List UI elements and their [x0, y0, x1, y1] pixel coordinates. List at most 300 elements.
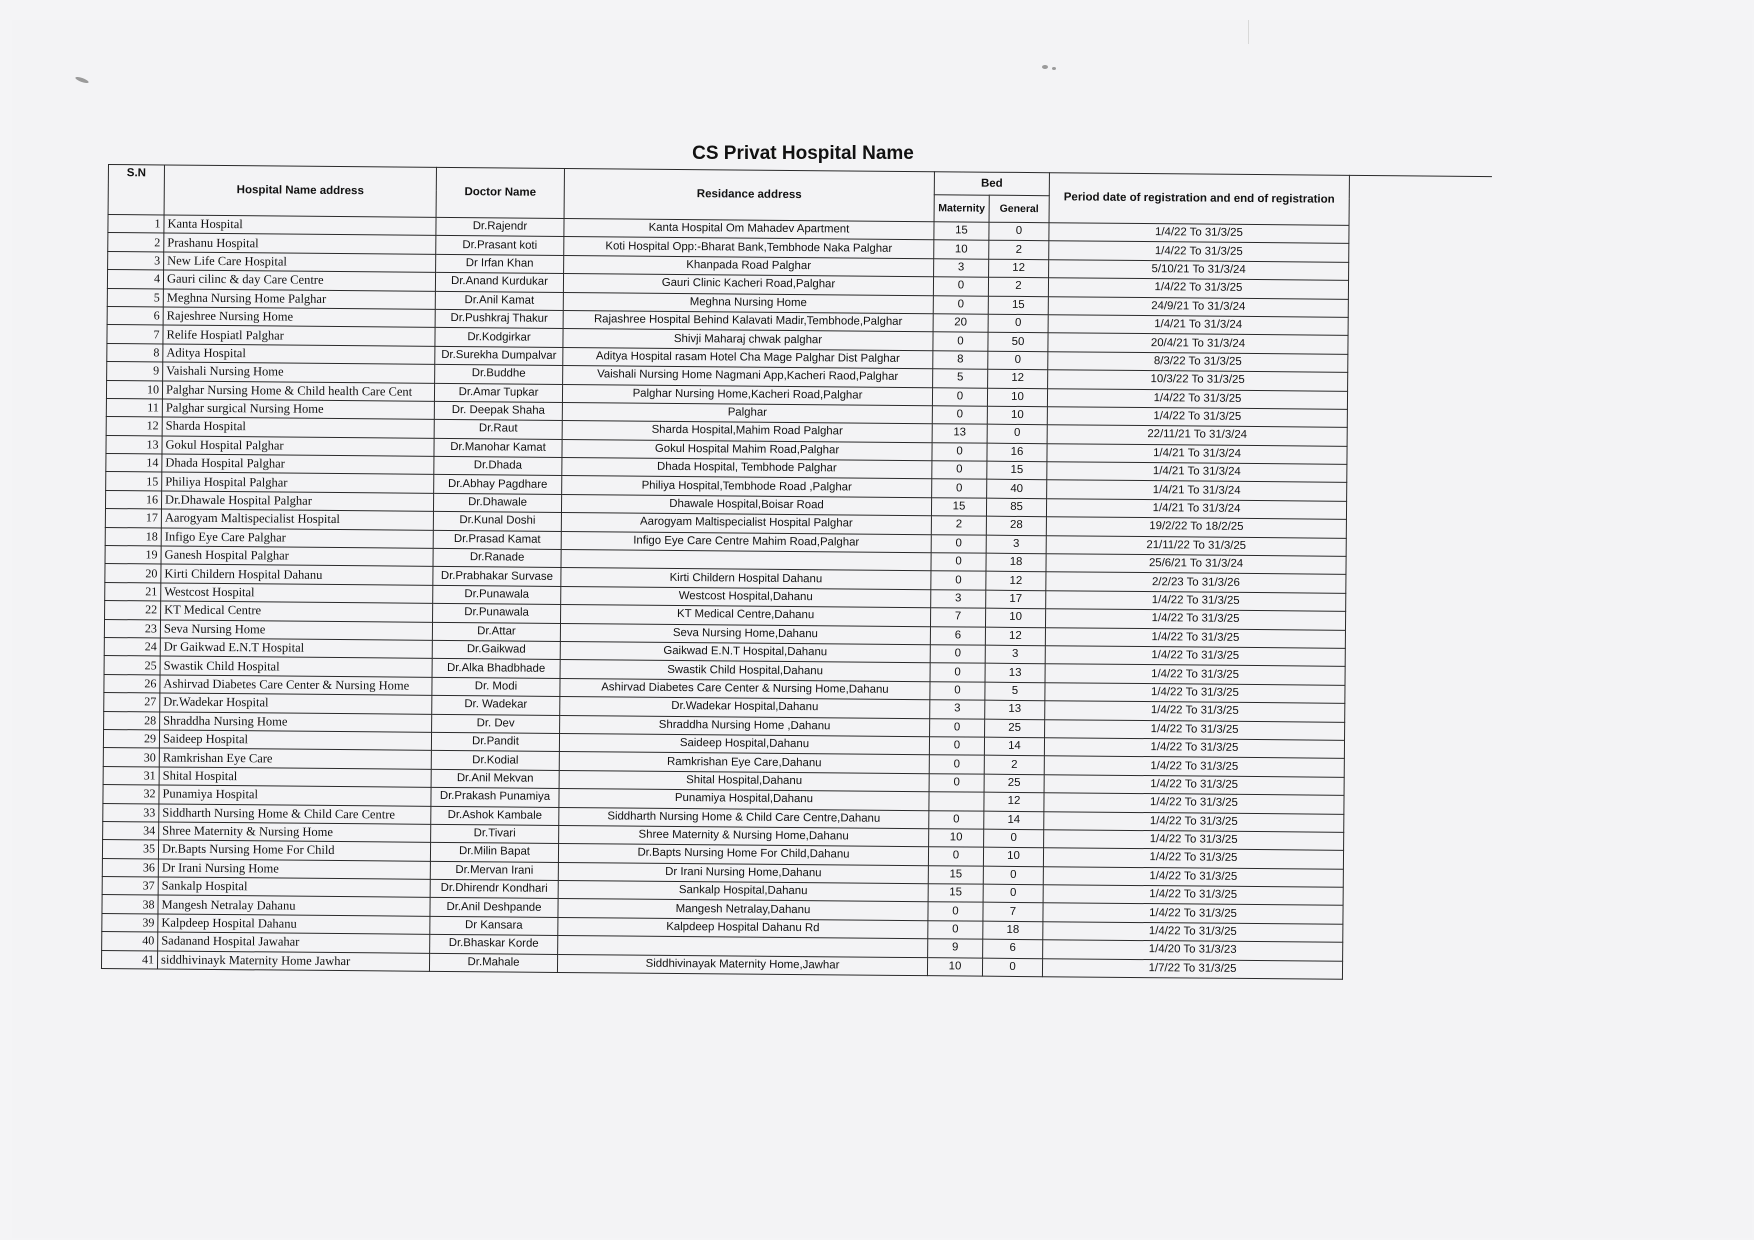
row-general-cell: 18 — [986, 553, 1046, 572]
row-general-cell: 5 — [985, 682, 1045, 701]
row-doctor-cell: Dr.Kodial — [431, 751, 559, 771]
row-period-cell: 1/4/22 To 31/3/25 — [1046, 591, 1346, 612]
row-blank-cell — [1345, 667, 1487, 687]
row-period-cell: 5/10/21 To 31/3/24 — [1049, 259, 1349, 280]
row-sn-cell: 15 — [106, 472, 162, 491]
row-period-cell: 19/2/22 To 18/2/25 — [1046, 517, 1346, 538]
row-maternity-cell: 13 — [932, 424, 987, 443]
row-doctor-cell: Dr.Raut — [434, 420, 562, 440]
row-sn-cell: 30 — [103, 748, 159, 767]
row-general-cell: 0 — [982, 958, 1042, 977]
row-maternity-cell: 8 — [933, 350, 988, 369]
header-general: General — [989, 195, 1049, 223]
row-residence-cell: Rajashree Hospital Behind Kalavati Madir,Tembhode,Palghar — [563, 310, 933, 332]
row-sn-cell: 37 — [102, 877, 158, 896]
row-blank-cell — [1343, 924, 1485, 944]
row-hospital-cell: Vaishali Nursing Home — [163, 362, 435, 383]
row-doctor-cell: Dr.Bhaskar Korde — [430, 935, 558, 955]
row-sn-cell: 10 — [106, 380, 162, 399]
row-hospital-cell: Philiya Hospital Palghar — [162, 472, 434, 493]
row-period-cell: 1/4/22 To 31/3/25 — [1047, 388, 1347, 409]
row-maternity-cell: 15 — [928, 884, 983, 903]
row-sn-cell: 21 — [105, 582, 161, 601]
row-doctor-cell: Dr.Dhada — [434, 456, 562, 476]
row-maternity-cell: 0 — [928, 921, 983, 940]
header-residence: Residance address — [564, 168, 934, 221]
row-maternity-cell: 0 — [931, 553, 986, 572]
row-sn-cell: 25 — [104, 656, 160, 675]
row-doctor-cell: Dr.Tivari — [431, 824, 559, 844]
row-doctor-cell: Dr Kansara — [430, 916, 558, 936]
row-general-cell: 0 — [983, 884, 1043, 903]
row-general-cell: 12 — [986, 572, 1046, 591]
row-sn-cell: 14 — [106, 454, 162, 473]
row-residence-cell: Punamiya Hospital,Dahanu — [559, 789, 929, 811]
row-doctor-cell: Dr.Manohar Kamat — [434, 438, 562, 458]
row-sn-cell: 23 — [104, 619, 160, 638]
row-general-cell: 28 — [986, 516, 1046, 535]
row-blank-cell — [1348, 281, 1490, 301]
hospital-registry-sheet — [101, 164, 1491, 981]
row-general-cell: 0 — [983, 866, 1043, 885]
row-residence-cell: Mangesh Netralay,Dahanu — [558, 899, 928, 921]
row-maternity-cell: 15 — [928, 865, 983, 884]
row-maternity-cell: 0 — [928, 847, 983, 866]
row-general-cell: 14 — [984, 737, 1044, 756]
row-doctor-cell: Dr.Anil Deshpande — [430, 898, 558, 918]
row-blank-cell — [1345, 612, 1487, 632]
row-hospital-cell: Ganesh Hospital Palghar — [161, 546, 433, 567]
row-residence-cell: Gokul Hospital Mahim Road,Palghar — [562, 439, 932, 461]
row-doctor-cell: Dr.Dhirendr Kondhari — [430, 879, 558, 899]
row-hospital-cell: Prashanu Hospital — [164, 233, 436, 254]
row-period-cell: 1/4/22 To 31/3/25 — [1049, 241, 1349, 262]
row-general-cell: 14 — [984, 811, 1044, 830]
row-maternity-cell: 0 — [930, 663, 985, 682]
row-residence-cell: Kanta Hospital Om Mahadev Apartment — [564, 218, 934, 240]
row-doctor-cell: Dr.Mervan Irani — [430, 861, 558, 881]
row-residence-cell: Saideep Hospital,Dahanu — [559, 733, 929, 755]
row-maternity-cell: 7 — [930, 608, 985, 627]
row-blank-cell — [1345, 630, 1487, 650]
header-period: Period date of registration and end of registration — [1049, 173, 1349, 226]
header-maternity: Maternity — [934, 195, 989, 222]
row-general-cell: 10 — [987, 406, 1047, 425]
row-sn-cell: 19 — [105, 546, 161, 565]
row-hospital-cell: Sankalp Hospital — [158, 877, 430, 898]
row-blank-cell — [1348, 299, 1490, 319]
row-doctor-cell: Dr. Dev — [432, 714, 560, 734]
row-blank-cell — [1348, 372, 1490, 392]
row-maternity-cell: 0 — [932, 442, 987, 461]
row-hospital-cell: Shital Hospital — [159, 767, 431, 788]
table-body — [101, 215, 1491, 981]
row-doctor-cell: Dr.Milin Bapat — [430, 843, 558, 863]
row-general-cell: 18 — [983, 921, 1043, 940]
row-sn-cell: 1 — [108, 215, 164, 234]
row-sn-cell: 26 — [104, 674, 160, 693]
row-period-cell: 1/4/22 To 31/3/25 — [1044, 756, 1344, 777]
row-sn-cell: 17 — [105, 509, 161, 528]
row-general-cell: 0 — [988, 314, 1048, 333]
row-doctor-cell: Dr.Kunal Doshi — [433, 512, 561, 532]
row-blank-cell — [1344, 814, 1486, 834]
row-hospital-cell: Sharda Hospital — [162, 417, 434, 438]
row-maternity-cell: 9 — [928, 939, 983, 958]
row-blank-cell — [1346, 501, 1488, 521]
row-sn-cell: 28 — [104, 711, 160, 730]
row-sn-cell: 18 — [105, 527, 161, 546]
row-period-cell: 8/3/22 To 31/3/25 — [1048, 351, 1348, 372]
row-blank-cell — [1344, 832, 1486, 852]
row-general-cell: 13 — [985, 700, 1045, 719]
row-sn-cell: 22 — [105, 601, 161, 620]
row-sn-cell: 27 — [104, 693, 160, 712]
row-residence-cell: Kirti Childern Hospital Dahanu — [561, 568, 931, 590]
row-doctor-cell: Dr.Prasad Kamat — [433, 530, 561, 550]
row-period-cell: 1/4/21 To 31/3/24 — [1046, 499, 1346, 520]
row-maternity-cell: 3 — [934, 258, 989, 277]
row-maternity-cell: 15 — [934, 222, 989, 241]
row-blank-cell — [1344, 759, 1486, 779]
row-hospital-cell: Shree Maternity & Nursing Home — [159, 822, 431, 843]
row-maternity-cell: 2 — [931, 516, 986, 535]
row-blank-cell — [1345, 722, 1487, 742]
row-blank-cell — [1343, 887, 1485, 907]
row-hospital-cell: Siddharth Nursing Home & Child Care Centre — [159, 803, 431, 824]
row-hospital-cell: Gauri cilinc & day Care Centre — [163, 270, 435, 291]
row-period-cell: 22/11/21 To 31/3/24 — [1047, 425, 1347, 446]
row-period-cell: 1/4/22 To 31/3/25 — [1044, 774, 1344, 795]
row-maternity-cell: 6 — [930, 626, 985, 645]
row-general-cell: 2 — [988, 277, 1048, 296]
row-sn-cell: 6 — [107, 306, 163, 325]
row-blank-cell — [1343, 851, 1485, 871]
row-period-cell: 1/4/22 To 31/3/25 — [1044, 811, 1344, 832]
row-blank-cell — [1346, 520, 1488, 540]
row-doctor-cell: Dr. Deepak Shaha — [434, 401, 562, 421]
row-period-cell: 1/4/22 To 31/3/25 — [1044, 793, 1344, 814]
row-blank-cell — [1348, 317, 1490, 337]
row-period-cell: 1/4/22 To 31/3/25 — [1043, 885, 1343, 906]
row-general-cell: 7 — [983, 903, 1043, 922]
row-residence-cell: Dr.Bapts Nursing Home For Child,Dahanu — [558, 844, 928, 866]
row-general-cell: 10 — [985, 608, 1045, 627]
row-period-cell: 1/4/22 To 31/3/25 — [1049, 223, 1349, 244]
row-hospital-cell: Relife Hospiatl Palghar — [163, 325, 435, 346]
row-doctor-cell: Dr.Punawala — [433, 604, 561, 624]
row-maternity-cell: 0 — [930, 718, 985, 737]
row-general-cell: 13 — [985, 664, 1045, 683]
row-doctor-cell: Dr.Attar — [432, 622, 560, 642]
row-general-cell: 12 — [989, 259, 1049, 278]
row-maternity-cell: 0 — [932, 387, 987, 406]
row-blank-cell — [1344, 795, 1486, 815]
row-period-cell: 2/2/23 To 31/3/26 — [1046, 572, 1346, 593]
row-hospital-cell: Seva Nursing Home — [160, 620, 432, 641]
row-sn-cell: 9 — [107, 362, 163, 381]
row-doctor-cell: Dr.Gaikwad — [432, 640, 560, 660]
row-hospital-cell: KT Medical Centre — [161, 601, 433, 622]
row-general-cell: 85 — [986, 498, 1046, 517]
row-general-cell: 0 — [989, 222, 1049, 241]
scan-mark — [1042, 65, 1048, 69]
row-general-cell: 12 — [988, 369, 1048, 388]
row-doctor-cell: Dr Irfan Khan — [436, 254, 564, 274]
row-hospital-cell: Palghar Nursing Home & Child health Care Cent — [162, 381, 434, 402]
row-hospital-cell: Sadanand Hospital Jawahar — [158, 932, 430, 953]
row-hospital-cell: Shraddha Nursing Home — [160, 712, 432, 733]
row-sn-cell: 24 — [104, 637, 160, 656]
row-residence-cell: Sharda Hospital,Mahim Road Palghar — [562, 421, 932, 443]
row-residence-cell: Kalpdeep Hospital Dahanu Rd — [558, 917, 928, 939]
row-blank-cell — [1347, 483, 1489, 503]
row-general-cell: 15 — [987, 461, 1047, 480]
row-general-cell: 2 — [984, 755, 1044, 774]
scan-mark — [1052, 67, 1056, 70]
row-hospital-cell: Kalpdeep Hospital Dahanu — [158, 914, 430, 935]
row-residence-cell: Swastik Child Hospital,Dahanu — [560, 660, 930, 682]
row-maternity-cell: 3 — [930, 700, 985, 719]
row-blank-cell — [1342, 961, 1484, 981]
row-maternity-cell: 0 — [933, 277, 988, 296]
row-sn-cell: 11 — [106, 398, 162, 417]
row-period-cell: 10/3/22 To 31/3/25 — [1048, 370, 1348, 391]
row-period-cell: 25/6/21 To 31/3/24 — [1046, 554, 1346, 575]
row-general-cell: 16 — [987, 443, 1047, 462]
row-maternity-cell: 15 — [931, 498, 986, 517]
row-general-cell: 25 — [985, 719, 1045, 738]
row-period-cell: 1/4/22 To 31/3/25 — [1044, 830, 1344, 851]
row-sn-cell: 3 — [108, 251, 164, 270]
row-general-cell: 6 — [983, 939, 1043, 958]
row-general-cell: 10 — [983, 847, 1043, 866]
row-residence-cell: Dhawale Hospital,Boisar Road — [561, 494, 931, 516]
row-period-cell: 1/4/21 To 31/3/24 — [1047, 480, 1347, 501]
row-sn-cell: 38 — [102, 895, 158, 914]
row-general-cell: 0 — [988, 351, 1048, 370]
row-residence-cell: Westcost Hospital,Dahanu — [561, 586, 931, 608]
row-maternity-cell: 0 — [929, 755, 984, 774]
row-blank-cell — [1345, 703, 1487, 723]
row-hospital-cell: Dr.Wadekar Hospital — [160, 693, 432, 714]
row-hospital-cell: Kirti Childern Hospital Dahanu — [161, 564, 433, 585]
row-doctor-cell: Dr.Buddhe — [435, 364, 563, 384]
row-hospital-cell: Ashirvad Diabetes Care Center & Nursing Home — [160, 675, 432, 696]
row-period-cell: 1/4/22 To 31/3/25 — [1045, 682, 1345, 703]
row-period-cell: 24/9/21 To 31/3/24 — [1048, 296, 1348, 317]
row-blank-cell — [1345, 685, 1487, 705]
document-title: CS Privat Hospital Name — [692, 143, 914, 164]
row-maternity-cell: 0 — [929, 737, 984, 756]
row-maternity-cell: 0 — [931, 571, 986, 590]
row-sn-cell: 39 — [102, 913, 158, 932]
row-residence-cell: Palghar — [562, 402, 932, 424]
row-doctor-cell: Dr.Rajendr — [436, 217, 564, 237]
row-hospital-cell: Gokul Hospital Palghar — [162, 436, 434, 457]
row-residence-cell: Siddharth Nursing Home & Child Care Centre,Dahanu — [559, 807, 929, 829]
row-hospital-cell: Kanta Hospital — [164, 215, 436, 236]
row-period-cell: 1/4/22 To 31/3/25 — [1048, 278, 1348, 299]
row-sn-cell: 40 — [102, 932, 158, 951]
row-period-cell: 1/4/22 To 31/3/25 — [1043, 903, 1343, 924]
row-residence-cell: Aarogyam Maltispecialist Hospital Palghar — [561, 513, 931, 535]
row-hospital-cell: Meghna Nursing Home Palghar — [163, 289, 435, 310]
row-residence-cell: Ashirvad Diabetes Care Center & Nursing Home,Dahanu — [560, 678, 930, 700]
row-maternity-cell: 0 — [931, 534, 986, 553]
row-residence-cell: Philiya Hospital,Tembhode Road ,Palghar — [562, 476, 932, 498]
row-doctor-cell: Dr.Pushkraj Thakur — [435, 309, 563, 329]
row-doctor-cell: Dr.Ashok Kambale — [431, 806, 559, 826]
row-sn-cell: 20 — [105, 564, 161, 583]
header-blank-cell — [1349, 175, 1491, 226]
row-general-cell: 15 — [988, 296, 1048, 315]
row-blank-cell — [1346, 538, 1488, 558]
row-hospital-cell: Palghar surgical Nursing Home — [162, 399, 434, 420]
row-blank-cell — [1347, 428, 1489, 448]
row-hospital-cell: Dr.Dhawale Hospital Palghar — [161, 491, 433, 512]
row-period-cell: 1/7/22 To 31/3/25 — [1042, 958, 1342, 979]
row-general-cell: 3 — [985, 645, 1045, 664]
row-blank-cell — [1347, 464, 1489, 484]
row-residence-cell: Seva Nursing Home,Dahanu — [560, 623, 930, 645]
row-doctor-cell: Dr.Ranade — [433, 548, 561, 568]
row-blank-cell — [1349, 244, 1491, 264]
row-sn-cell: 2 — [108, 233, 164, 252]
row-blank-cell — [1347, 446, 1489, 466]
row-residence-cell: Sankalp Hospital,Dahanu — [558, 881, 928, 903]
row-maternity-cell: 20 — [933, 314, 988, 333]
row-general-cell: 25 — [984, 774, 1044, 793]
row-period-cell: 1/4/21 To 31/3/24 — [1047, 462, 1347, 483]
header-sn: S.N — [108, 165, 164, 215]
row-hospital-cell: Ramkrishan Eye Care — [159, 748, 431, 769]
row-residence-cell: Aditya Hospital rasam Hotel Cha Mage Palghar Dist Palghar — [563, 347, 933, 369]
row-residence-cell: Shraddha Nursing Home ,Dahanu — [560, 715, 930, 737]
row-blank-cell — [1347, 409, 1489, 429]
row-blank-cell — [1349, 262, 1491, 282]
row-hospital-cell: Rajeshree Nursing Home — [163, 307, 435, 328]
row-maternity-cell: 10 — [929, 829, 984, 848]
row-doctor-cell: Dr.Pandit — [431, 732, 559, 752]
row-period-cell: 1/4/22 To 31/3/25 — [1046, 609, 1346, 630]
row-general-cell: 0 — [984, 829, 1044, 848]
row-period-cell: 1/4/22 To 31/3/25 — [1045, 646, 1345, 667]
row-doctor-cell: Dr.Prasant koti — [436, 236, 564, 256]
row-maternity-cell: 0 — [933, 295, 988, 314]
row-doctor-cell: Dr.Prakash Punamiya — [431, 787, 559, 807]
row-sn-cell: 4 — [107, 270, 163, 289]
row-residence-cell: Palghar Nursing Home,Kacheri Road,Palghar — [562, 384, 932, 406]
row-hospital-cell: Infigo Eye Care Palghar — [161, 528, 433, 549]
row-blank-cell — [1343, 869, 1485, 889]
row-residence-cell: Koti Hospital Opp:-Bharat Bank,Tembhode Naka Palghar — [564, 237, 934, 259]
row-sn-cell: 8 — [107, 343, 163, 362]
row-period-cell: 1/4/21 To 31/3/24 — [1048, 315, 1348, 336]
row-general-cell: 12 — [985, 627, 1045, 646]
row-blank-cell — [1348, 354, 1490, 374]
row-general-cell: 12 — [984, 792, 1044, 811]
row-maternity-cell: 3 — [931, 590, 986, 609]
row-maternity-cell: 0 — [928, 902, 983, 921]
row-blank-cell — [1346, 575, 1488, 595]
row-doctor-cell: Dr.Amar Tupkar — [434, 383, 562, 403]
row-hospital-cell: Dr Irani Nursing Home — [158, 859, 430, 880]
row-residence-cell: Dr Irani Nursing Home,Dahanu — [558, 862, 928, 884]
row-residence-cell: Shree Maternity & Nursing Home,Dahanu — [559, 825, 929, 847]
row-period-cell: 21/11/22 To 31/3/25 — [1046, 535, 1346, 556]
row-sn-cell: 35 — [102, 840, 158, 859]
row-hospital-cell: Westcost Hospital — [161, 583, 433, 604]
row-period-cell: 1/4/22 To 31/3/25 — [1045, 701, 1345, 722]
row-doctor-cell: Dr.Prabhakar Survase — [433, 567, 561, 587]
row-blank-cell — [1349, 225, 1491, 245]
row-general-cell: 50 — [988, 333, 1048, 352]
row-hospital-cell: Dr Gaikwad E.N.T Hospital — [160, 638, 432, 659]
row-period-cell: 1/4/22 To 31/3/25 — [1045, 627, 1345, 648]
row-maternity-cell: 5 — [933, 369, 988, 388]
row-general-cell: 0 — [987, 424, 1047, 443]
row-doctor-cell: Dr.Anil Kamat — [435, 291, 563, 311]
row-sn-cell: 31 — [103, 766, 159, 785]
row-maternity-cell: 0 — [932, 479, 987, 498]
row-period-cell: 1/4/22 To 31/3/25 — [1044, 738, 1344, 759]
row-residence-cell: Vaishali Nursing Home Nagmani App,Kacheri Raod,Palghar — [563, 366, 933, 388]
row-period-cell: 20/4/21 To 31/3/24 — [1048, 333, 1348, 354]
row-doctor-cell: Dr. Modi — [432, 677, 560, 697]
row-period-cell: 1/4/22 To 31/3/25 — [1045, 664, 1345, 685]
row-hospital-cell: Dhada Hospital Palghar — [162, 454, 434, 475]
row-blank-cell — [1344, 777, 1486, 797]
row-hospital-cell: Aditya Hospital — [163, 344, 435, 365]
row-doctor-cell: Dr.Surekha Dumpalvar — [435, 346, 563, 366]
row-general-cell: 17 — [986, 590, 1046, 609]
row-sn-cell: 33 — [103, 803, 159, 822]
row-blank-cell — [1346, 556, 1488, 576]
row-residence-cell: Siddhivinayak Maternity Home,Jawhar — [557, 954, 927, 976]
row-general-cell: 2 — [989, 241, 1049, 260]
row-maternity-cell: 0 — [930, 681, 985, 700]
row-maternity-cell: 0 — [929, 810, 984, 829]
row-maternity-cell: 0 — [933, 332, 988, 351]
row-blank-cell — [1343, 906, 1485, 926]
row-maternity-cell: 0 — [929, 773, 984, 792]
row-hospital-cell: siddhivinayk Maternity Home Jawhar — [157, 951, 429, 972]
row-blank-cell — [1348, 336, 1490, 356]
row-residence-cell: Khanpada Road Palghar — [564, 255, 934, 277]
row-doctor-cell: Dr.Mahale — [429, 953, 557, 973]
header-doctor: Doctor Name — [436, 167, 564, 218]
row-residence-cell: Gaikwad E.N.T Hospital,Dahanu — [560, 641, 930, 663]
hospital-registry-table — [101, 164, 1491, 981]
row-maternity-cell: 10 — [927, 957, 982, 976]
row-doctor-cell: Dr.Anil Mekvan — [431, 769, 559, 789]
row-general-cell: 3 — [986, 535, 1046, 554]
row-blank-cell — [1346, 593, 1488, 613]
row-residence-cell: Meghna Nursing Home — [563, 292, 933, 314]
header-bed: Bed — [934, 172, 1049, 196]
row-doctor-cell: Dr.Punawala — [433, 585, 561, 605]
row-sn-cell: 12 — [106, 417, 162, 436]
row-sn-cell: 7 — [107, 325, 163, 344]
row-sn-cell: 34 — [103, 821, 159, 840]
row-residence-cell: Shital Hospital,Dahanu — [559, 770, 929, 792]
scan-mark — [75, 76, 90, 85]
row-blank-cell — [1345, 648, 1487, 668]
row-doctor-cell: Dr.Dhawale — [433, 493, 561, 513]
row-hospital-cell: Aarogyam Maltispecialist Hospital — [161, 509, 433, 530]
row-maternity-cell: 0 — [932, 406, 987, 425]
